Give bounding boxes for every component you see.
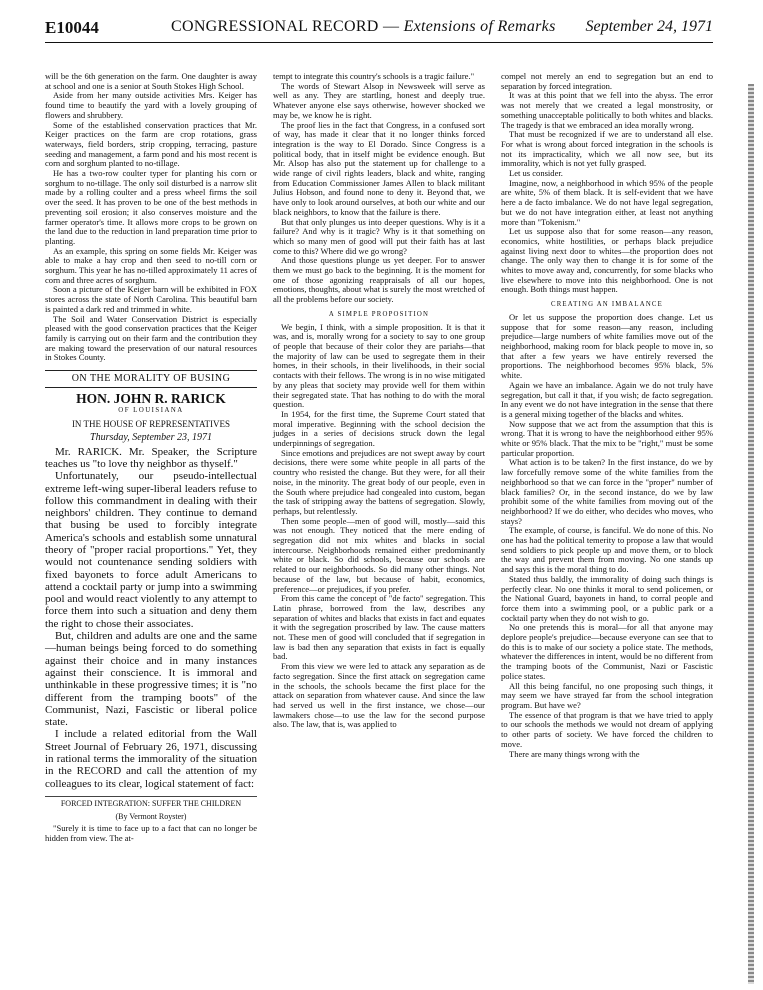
paragraph: Let us suppose also that for some reason—any reason, economics, white hostilities, or perhaps black prejudice against living next door to whites—the proportion does not change. The only way then to change it is for some of the whites to move away and, concurrently, for some blacks who live elsewhere to move into this neighborhood. One is not enough. Both things must happen. [501, 226, 713, 295]
paragraph: Since emotions and prejudices are not swept away by court decisions, there were some white people in all parts of the country who resisted the change. But they were, for all their noise, in the minority. The great body of our people, even in the South where prejudice had congealed into custom, began the task of stripping away the battens of segregation. Slowly, perhaps, but relentlessly. [273, 447, 485, 516]
speaker-state: OF LOUISIANA [118, 406, 184, 414]
paragraph: Now suppose that we act from the assumption that this is wrong. That it is wrong to have the neighborhood either 95% white or 95% black. That the mix to be "right," must be some particular proportion. [501, 418, 713, 458]
paragraph: Again we have an imbalance. Again we do not truly have segregation, but call it that, if you wish; de facto segregation. In any event we do not have integration in the sense that there is a general mixing together of the blacks and whites. [501, 379, 713, 419]
column-2 [273, 72, 485, 730]
paragraph: I include a related editorial from the Wall Street Journal of February 26, 1971, discussing in rational terms the immorality of the situation in the RECORD and call the attention of my colleagues to its clear, logical statement of fact: [45, 728, 257, 790]
record-name: CONGRESSIONAL RECORD [171, 18, 379, 35]
paragraph: We begin, I think, with a simple proposition. It is that it was, and is, morally wrong for a society to say to one group of people that because of their color they are pariahs—that the majority of law can be used to segregate them in their homes, in their schools, in their livelihoods, in their social contacts with their fellows. The wrong is in no wise mitigated by any pleas that society may provide well for them within their segregated state. That has nothing to do with the moral question. [273, 321, 485, 410]
speech-date: Thursday, September 23, 1971 [90, 431, 212, 443]
paragraph: But that only plunges us into deeper questions. Why is it a failure? And why is it tragic? Why is it that something on which so many men of good will put their faith has at last come to this? Where did we go wrong? [273, 216, 485, 256]
page-date: September 24, 1971 [585, 18, 713, 35]
paragraph: In 1954, for the first time, the Supreme Court stated that moral imperative. Beginning with the school decision the judges in a series of decisions struck down the legal underpinnings of segregation. [273, 408, 485, 449]
paragraph: will be the 6th generation on the farm. One daughter is away at school and one is a senior at South Stokes High School. [45, 71, 257, 91]
paragraph: Aside from her many outside activities Mrs. Keiger has found time to beautify the yard with a lovely grouping of flowers and shrubbery. [45, 90, 257, 120]
column-3 [501, 72, 713, 759]
paragraph: Then some people—men of good will, mostly—said this was not enough. They noticed that the mere ending of segregation did not mix whites and blacks in social intercourse. Neighborhoods remained either predominantly white or black. So did schools, because our schools are related to our neighborhoods. So did many other things. Not because of the law, but because of habit, economics, preference—or prejudices, if you prefer. [273, 515, 485, 594]
paragraph: No one pretends this is moral—for all that anyone may deplore people's prejudice—because everyone can see that to do this is to make of our society a police state. The methods, whatever the differences in intent, would be no different from the tramping boots of the Communist, Nazi or Fascistic police states. [501, 622, 713, 681]
paragraph: The essence of that program is that we have tried to apply to our schools the methods we would not dream of applying to other parts of society. We have forced the children to move. [501, 709, 713, 749]
paragraph: "Surely it is time to face up to a fact that can no longer be hidden from view. The at- [45, 823, 257, 844]
paragraph: Imagine, now, a neighborhood in which 95% of the people are white, 5% of them black. It is self-evident that we have here a de facto imbalance. We do not have legal segregation, but we do not have integration either, at least not anything more than "Tokenism." [501, 177, 713, 227]
paragraph: It was at this point that we fell into the abyss. The error was not merely that we created a legal monstrosity, or something unacceptable politically to both whites and blacks. The tragedy is that we embraced an idea morally wrong. [501, 90, 713, 130]
paragraph: From this view we were led to attack any separation as de facto segregation. Since the first attack on segregation came in the schools, the schools became the first place for the attack on separation from whatever cause. And since the law had served us well in the first instance, we chose—our lawmakers chose—to use the law for the second purpose also. The law, that is, was applied to [273, 661, 485, 730]
paragraph: Stated thus baldly, the immorality of doing such things is perfectly clear. No one thinks it moral to send policemen, or the National Guard, bayonets in hand, to corral people and force them into a swimming pool, or a public park or a cocktail party when they do not wish to go. [501, 573, 713, 623]
paragraph: What action is to be taken? In the first instance, do we by law forcefully remove some of the white families from the neighborhood so that we can force in the "proper" number of black families? Or, in the second instance, do we by law prohibit some of the white families from moving out of the neighborhood? If we do either, who decides who moves, who stays? [501, 457, 713, 526]
section-subhead: A SIMPLE PROPOSITION [328, 310, 430, 318]
paragraph: The words of Stewart Alsop in Newsweek will serve as well as any. They are startling, honest and deeply true. Whatever anyone else says otherwise, however shocked we may be, we know he is right. [273, 80, 485, 120]
article-title: ON THE MORALITY OF BUSING [45, 370, 257, 388]
paragraph: Let us consider. [509, 168, 563, 179]
speech-body [45, 446, 257, 790]
page-number: E10044 [45, 18, 99, 37]
paragraph: From this came the concept of "de facto" segregation. This Latin phrase, borrowed from the law, describes any separation of whites and blacks that exists in fact and equates it with the segregation proscribed by law. The cause matters not. These men of good will concluded that if segregation in law is bad then any separation that exists in fact is equally bad. [273, 593, 485, 662]
paragraph: The example, of course, is fanciful. We do none of this. No one has had the political temerity to propose a law that would send soldiers to pick people up and move them, or to block the way and prevent them from moving. No one stands up and says this is the moral thing to do. [501, 525, 713, 575]
paragraph: There are many things wrong with the [509, 748, 640, 759]
paragraph: tempt to integrate this country's schools is a tragic failure." [273, 71, 475, 81]
section-name: Extensions of Remarks [403, 18, 556, 35]
editorial-title: FORCED INTEGRATION: SUFFER THE CHILDREN [45, 796, 257, 809]
column-1 [45, 72, 257, 844]
paragraph: Soon a picture of the Keiger barn will be exhibited in FOX stores across the state of North Carolina. This beautiful barn is painted a dark red and trimmed in white. [45, 284, 257, 314]
paragraph: Or let us suppose the proportion does change. Let us suppose that for some reason—any reason, including prejudice—large numbers of white families move out of the neighborhood, making room for black people to move in, so that after a few years we have entirely reversed the proportions. The neighborhood becomes 95% black, 5% white. [501, 311, 713, 381]
paragraph: As an example, this spring on some fields Mr. Keiger was able to make a hay crop and then seed to no-till corn or sorghum. This year he has no-tilled approximately 11 acres of corn and three acres of sorghum. [45, 245, 257, 285]
paragraph: All this being fanciful, no one proposing such things, it may seem we have strayed far from the school integration program. But have we? [501, 680, 713, 710]
speaker-name: HON. JOHN R. RARICK [76, 390, 226, 406]
publication-title: CONGRESSIONAL RECORD — Extensions of Remarks [171, 18, 556, 35]
paragraph: compel not merely an end to segregation but an end to separation by forced integration. [501, 71, 713, 91]
paragraph: Some of the established conservation practices that Mr. Keiger practices on the farm are crop rotations, grass waterways, field borders, strip cropping, terracing, pasture seeding and management, a farm pond and his most recent is corn and sorghum planted to no-tillage. [45, 119, 257, 169]
paragraph: The proof lies in the fact that Congress, in a confused sort of way, has made it clear that it no longer thinks forced integration is the way to El Dorado. Since Congress is a political body, that in itself might be evidence enough. But Mr. Alsop has also put the statement up for challenge to a wide range of civil rights leaders, black and white, ranging from Education Commissioner James Allen to black militant Julius Hobson, and found none to deny it. Beyond that, we have only to look around ourselves, at both our white and our black neighbors, to know that the failure is there. [273, 119, 485, 217]
scan-edge-artifact [748, 84, 754, 984]
page-header [45, 18, 713, 43]
editorial-author: (By Vermont Royster) [115, 811, 187, 821]
chamber: IN THE HOUSE OF REPRESENTATIVES [71, 419, 231, 430]
paragraph: He has a two-row coulter typer for planting his corn or sorghum to no-tillage. The only soil disturbed is a narrow slit made by a rolling coulter and a press wheel firms the soil over the seed. It has proven to be one of the best methods in preventing soil erosion; it also conserves moisture and the farmer operator's time. It allows more crops to be grown on the land due to the reduction in land preparation time prior to planting. [45, 168, 257, 246]
paragraph: Unfortunately, our pseudo-intellectual extreme left-wing super-liberal leaders refuse to follow this commandment in dealing with their neighbors' children. They continue to demand that busing be used to forcibly integrate America's schools and establish some unnatural theory of "proper racial proportions." Yet, they would not countenance sending soldiers with fixed bayonets to force adult Americans to attend a cocktail party or jump into a swimming pool and would react violently to any attempt to force them into such a situation and deny them the right to chose their associates. [45, 470, 257, 630]
paragraph: But, children and adults are one and the same—human beings being forced to do something against their choice and in many instances against their conscience. It is immoral and unthinkable in these progressive times; it is "no different from the tramping boots" of the Communist, Nazi, Fascistic or liberal police state. [45, 630, 257, 729]
paragraph: Mr. RARICK. Mr. Speaker, the Scripture teaches us "to love thy neighbor as thyself." [45, 445, 257, 470]
section-subhead: CREATING AN IMBALANCE [550, 301, 664, 309]
paragraph: The Soil and Water Conservation District is especially pleased with the good conservation practices that the Keiger family is carrying out on their farm and the contribution they are making toward the preservation of our natural resources in Stokes County. [45, 313, 257, 363]
paragraph: And those questions plunge us yet deeper. For to answer them we must go back to the beginning. It is the moment for one of those agonizing reappraisals of all our hopes, emotions, thoughts, about what is surely the most wretched of all the problems before our society. [273, 255, 485, 305]
paragraph: That must be recognized if we are to understand all else. For what is wrong about forced integration in the schools is not its impracticality, which we all now see, but its immorality, which is not yet fully grasped. [501, 129, 713, 169]
